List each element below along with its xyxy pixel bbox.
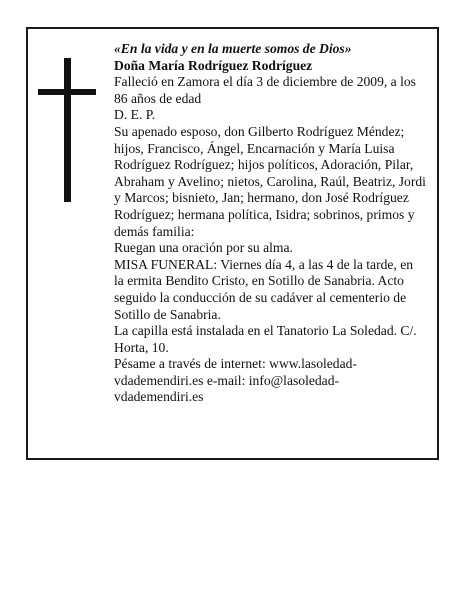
notice-text [114,41,426,406]
condolences-info: Pésame a través de internet: www.lasoledad-vdademendiri.es e-mail: info@lasoledad-vdademendiri.es [114,356,357,405]
family-list: Su apenado esposo, don Gilberto Rodríguez Méndez; hijos, Francisco, Ángel, Encarnación y María Luisa Rodríguez Rodríguez; hijos políticos, Adoración, Pilar, Abraham y Avelino; nietos, Carolina, Raúl, Beatriz, Jordi y Marcos; bisnieto, Jan; hermano, don José Rodríguez Rodríguez; hermana política, Isidra; sobrinos, primos y demás familia: [114,123,426,239]
motto: «En la vida y en la muerte somos de Dios» [114,41,352,56]
cross-horizontal-bar [38,89,96,95]
prayer-request: Ruegan una oración por su alma. [114,240,293,256]
rip-line: D. E. P. [114,107,156,123]
cross-icon [38,58,98,204]
obituary-notice [26,27,439,460]
cross-vertical-bar [64,58,71,202]
funeral-mass: MISA FUNERAL: Viernes día 4, a las 4 de la tarde, en la ermita Bendito Cristo, en Sotillo de Sanabria. Acto seguido la conducción de su cadáver al cementerio de Sotillo de Sanabria. [114,256,414,322]
death-info: Falleció en Zamora el día 3 de diciembre de 2009, a los 86 años de edad [114,74,416,106]
chapel-info: La capilla está instalada en el Tanatorio La Soledad. C/. Horta, 10. [114,323,417,355]
deceased-name: Doña María Rodríguez Rodríguez [114,57,313,73]
